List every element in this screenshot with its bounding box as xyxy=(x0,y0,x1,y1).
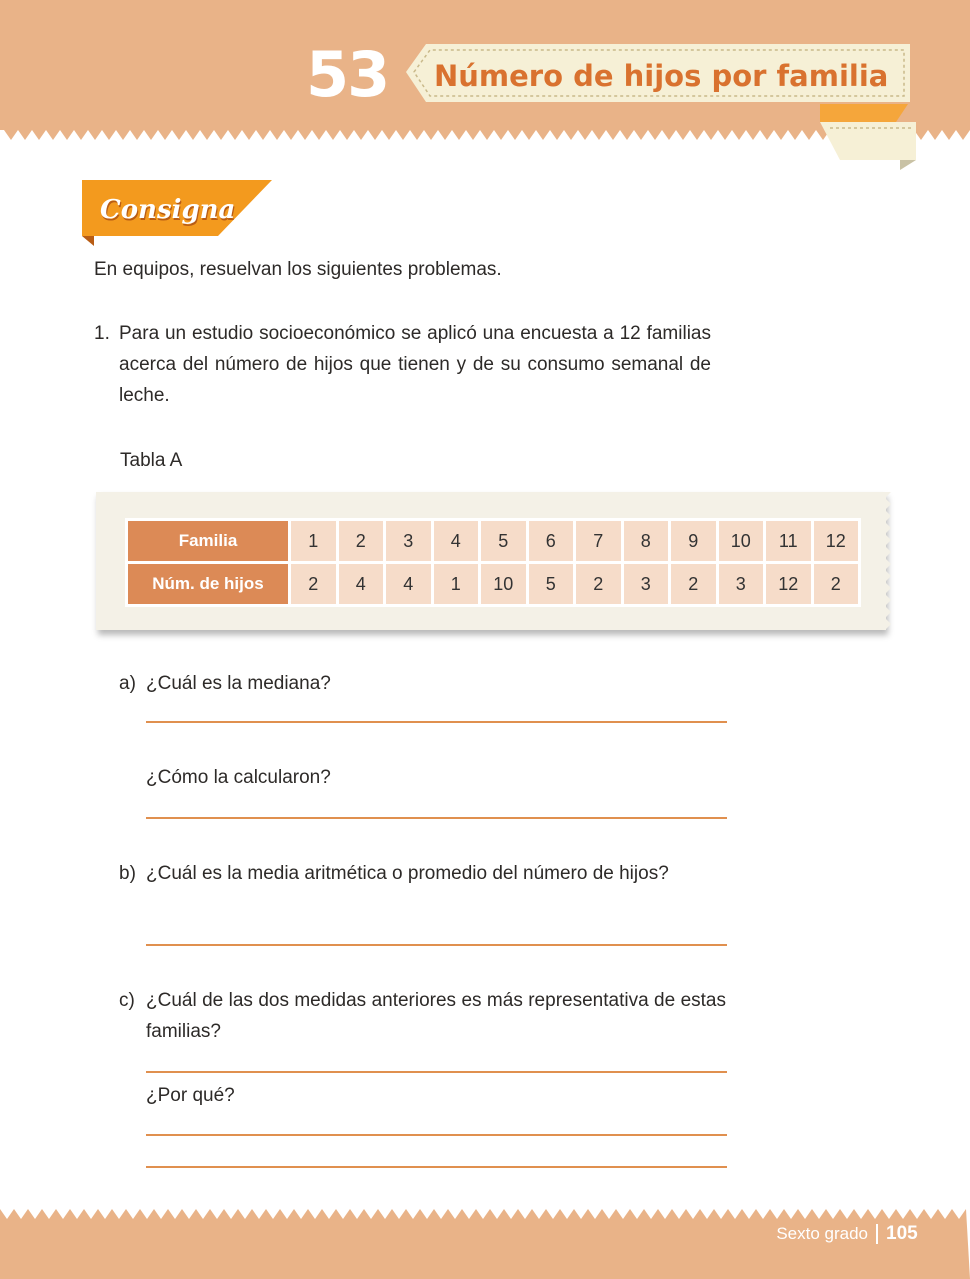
question-c-label: c) xyxy=(119,990,135,1011)
answer-line-c-followup-1[interactable] xyxy=(146,1134,727,1136)
table-card-torn-edge xyxy=(882,492,892,630)
table-cell: 2 xyxy=(812,563,860,606)
table-cell: 6 xyxy=(527,520,575,563)
table-cell: 5 xyxy=(480,520,528,563)
table-cell: 11 xyxy=(765,520,813,563)
answer-line-b[interactable] xyxy=(146,944,727,946)
table-row-num-hijos xyxy=(127,563,860,606)
table-cell: 5 xyxy=(527,563,575,606)
question-a-followup: ¿Cómo la calcularon? xyxy=(146,767,331,788)
table-cell: 4 xyxy=(385,563,433,606)
table-cell: 1 xyxy=(432,563,480,606)
table-cell: 4 xyxy=(337,563,385,606)
answer-line-c-followup-2[interactable] xyxy=(146,1166,727,1168)
table-cell: 3 xyxy=(622,563,670,606)
problem-text: Para un estudio socioeconómico se aplicó una encuesta a 12 familias acerca del número de hijos que tienen y de su consumo semanal de leche. xyxy=(119,323,711,406)
answer-line-c[interactable] xyxy=(146,1071,727,1073)
table-caption: Tabla A xyxy=(120,450,183,471)
family-children-table xyxy=(125,518,861,607)
table-cell: 8 xyxy=(622,520,670,563)
table-cell: 4 xyxy=(432,520,480,563)
table-cell: 10 xyxy=(717,520,765,563)
table-cell: 12 xyxy=(765,563,813,606)
answer-line-a-followup[interactable] xyxy=(146,817,727,819)
table-cell: 2 xyxy=(575,563,623,606)
table-cell: 1 xyxy=(290,520,338,563)
table-cell: 9 xyxy=(670,520,718,563)
question-c-followup: ¿Por qué? xyxy=(146,1085,235,1106)
consigna-label: Consigna xyxy=(100,195,236,225)
question-a-text: ¿Cuál es la mediana? xyxy=(146,673,331,694)
question-b-label: b) xyxy=(119,863,136,884)
row-header-familia: Familia xyxy=(127,520,290,563)
row-header-num-hijos: Núm. de hijos xyxy=(127,563,290,606)
table-cell: 2 xyxy=(290,563,338,606)
table-cell: 2 xyxy=(337,520,385,563)
table-row-familia xyxy=(127,520,860,563)
table-cell: 2 xyxy=(670,563,718,606)
table-cell: 3 xyxy=(385,520,433,563)
question-a-label: a) xyxy=(119,673,136,694)
page-number: 105 xyxy=(886,1223,918,1244)
lesson-number: 53 xyxy=(306,38,389,111)
table-cell: 7 xyxy=(575,520,623,563)
footer-grade: Sexto grado xyxy=(776,1224,868,1243)
question-b-text: ¿Cuál es la media aritmética o promedio del número de hijos? xyxy=(146,863,669,884)
footer-separator xyxy=(876,1224,878,1244)
instruction-text: En equipos, resuelvan los siguientes problemas. xyxy=(94,259,502,280)
question-c-text: ¿Cuál de las dos medidas anteriores es más representativa de estas familias? xyxy=(146,990,726,1042)
answer-line-a[interactable] xyxy=(146,721,727,723)
table-cell: 12 xyxy=(812,520,860,563)
table-cell: 10 xyxy=(480,563,528,606)
problem-number: 1. xyxy=(94,323,110,344)
table-cell: 3 xyxy=(717,563,765,606)
lesson-title: Número de hijos por familia xyxy=(434,59,889,93)
